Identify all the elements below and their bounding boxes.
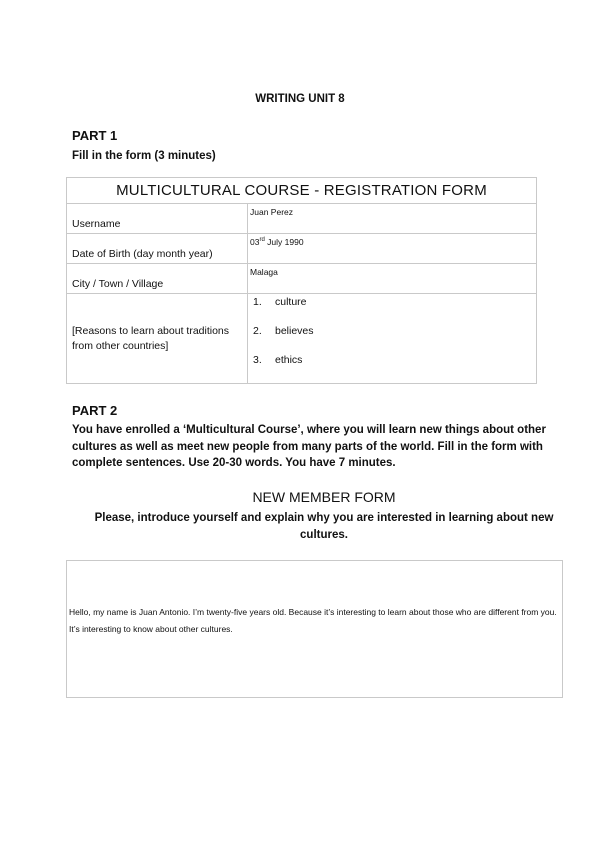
part2-instructions: You have enrolled a ‘Multicultural Course’, where you will learn new things about other cultures as well as meet new people from many parts of the world. Fill in the form with complete sentences. Use 20-30 words. You have 7 minutes. (72, 424, 546, 469)
registration-form-title: MULTICULTURAL COURSE - REGISTRATION FORM (67, 178, 537, 204)
document-title: WRITING UNIT 8 (255, 93, 345, 105)
reasons-field[interactable] (248, 294, 537, 384)
reasons-list (248, 296, 536, 383)
new-member-prompt: Please, introduce yourself and explain why you are interested in learning about new cultures. (94, 512, 554, 541)
part1-heading: PART 1 (72, 128, 118, 143)
dob-label: Date of Birth (day month year) (67, 234, 248, 264)
reason-item: 1. culture (253, 296, 307, 308)
form-row-dob (67, 234, 537, 264)
part1-instruction: Fill in the form (3 minutes) (72, 150, 216, 162)
new-member-form-title: NEW MEMBER FORM (252, 489, 396, 505)
city-label: City / Town / Village (67, 264, 248, 294)
form-row-city (67, 264, 537, 294)
answer-text: Hello, my name is Juan Antonio. I’m twenty-five years old. Because it’s interesting to learn about those who are different from you. It’s interesting to know about other cultures. (69, 607, 557, 634)
reasons-label: [Reasons to learn about traditions from other countries] (67, 294, 248, 384)
form-row-reasons (67, 294, 537, 384)
city-field[interactable]: Malaga (248, 264, 537, 294)
username-field[interactable]: Juan Perez (248, 204, 537, 234)
username-label: Username (67, 204, 248, 234)
part2-heading: PART 2 (72, 403, 118, 418)
dob-field[interactable]: 03rd July 1990 (248, 234, 537, 264)
reason-item: 2. believes (253, 325, 314, 337)
form-row-username (67, 204, 537, 234)
reason-item: 3. ethics (253, 354, 303, 366)
registration-form (66, 177, 537, 384)
